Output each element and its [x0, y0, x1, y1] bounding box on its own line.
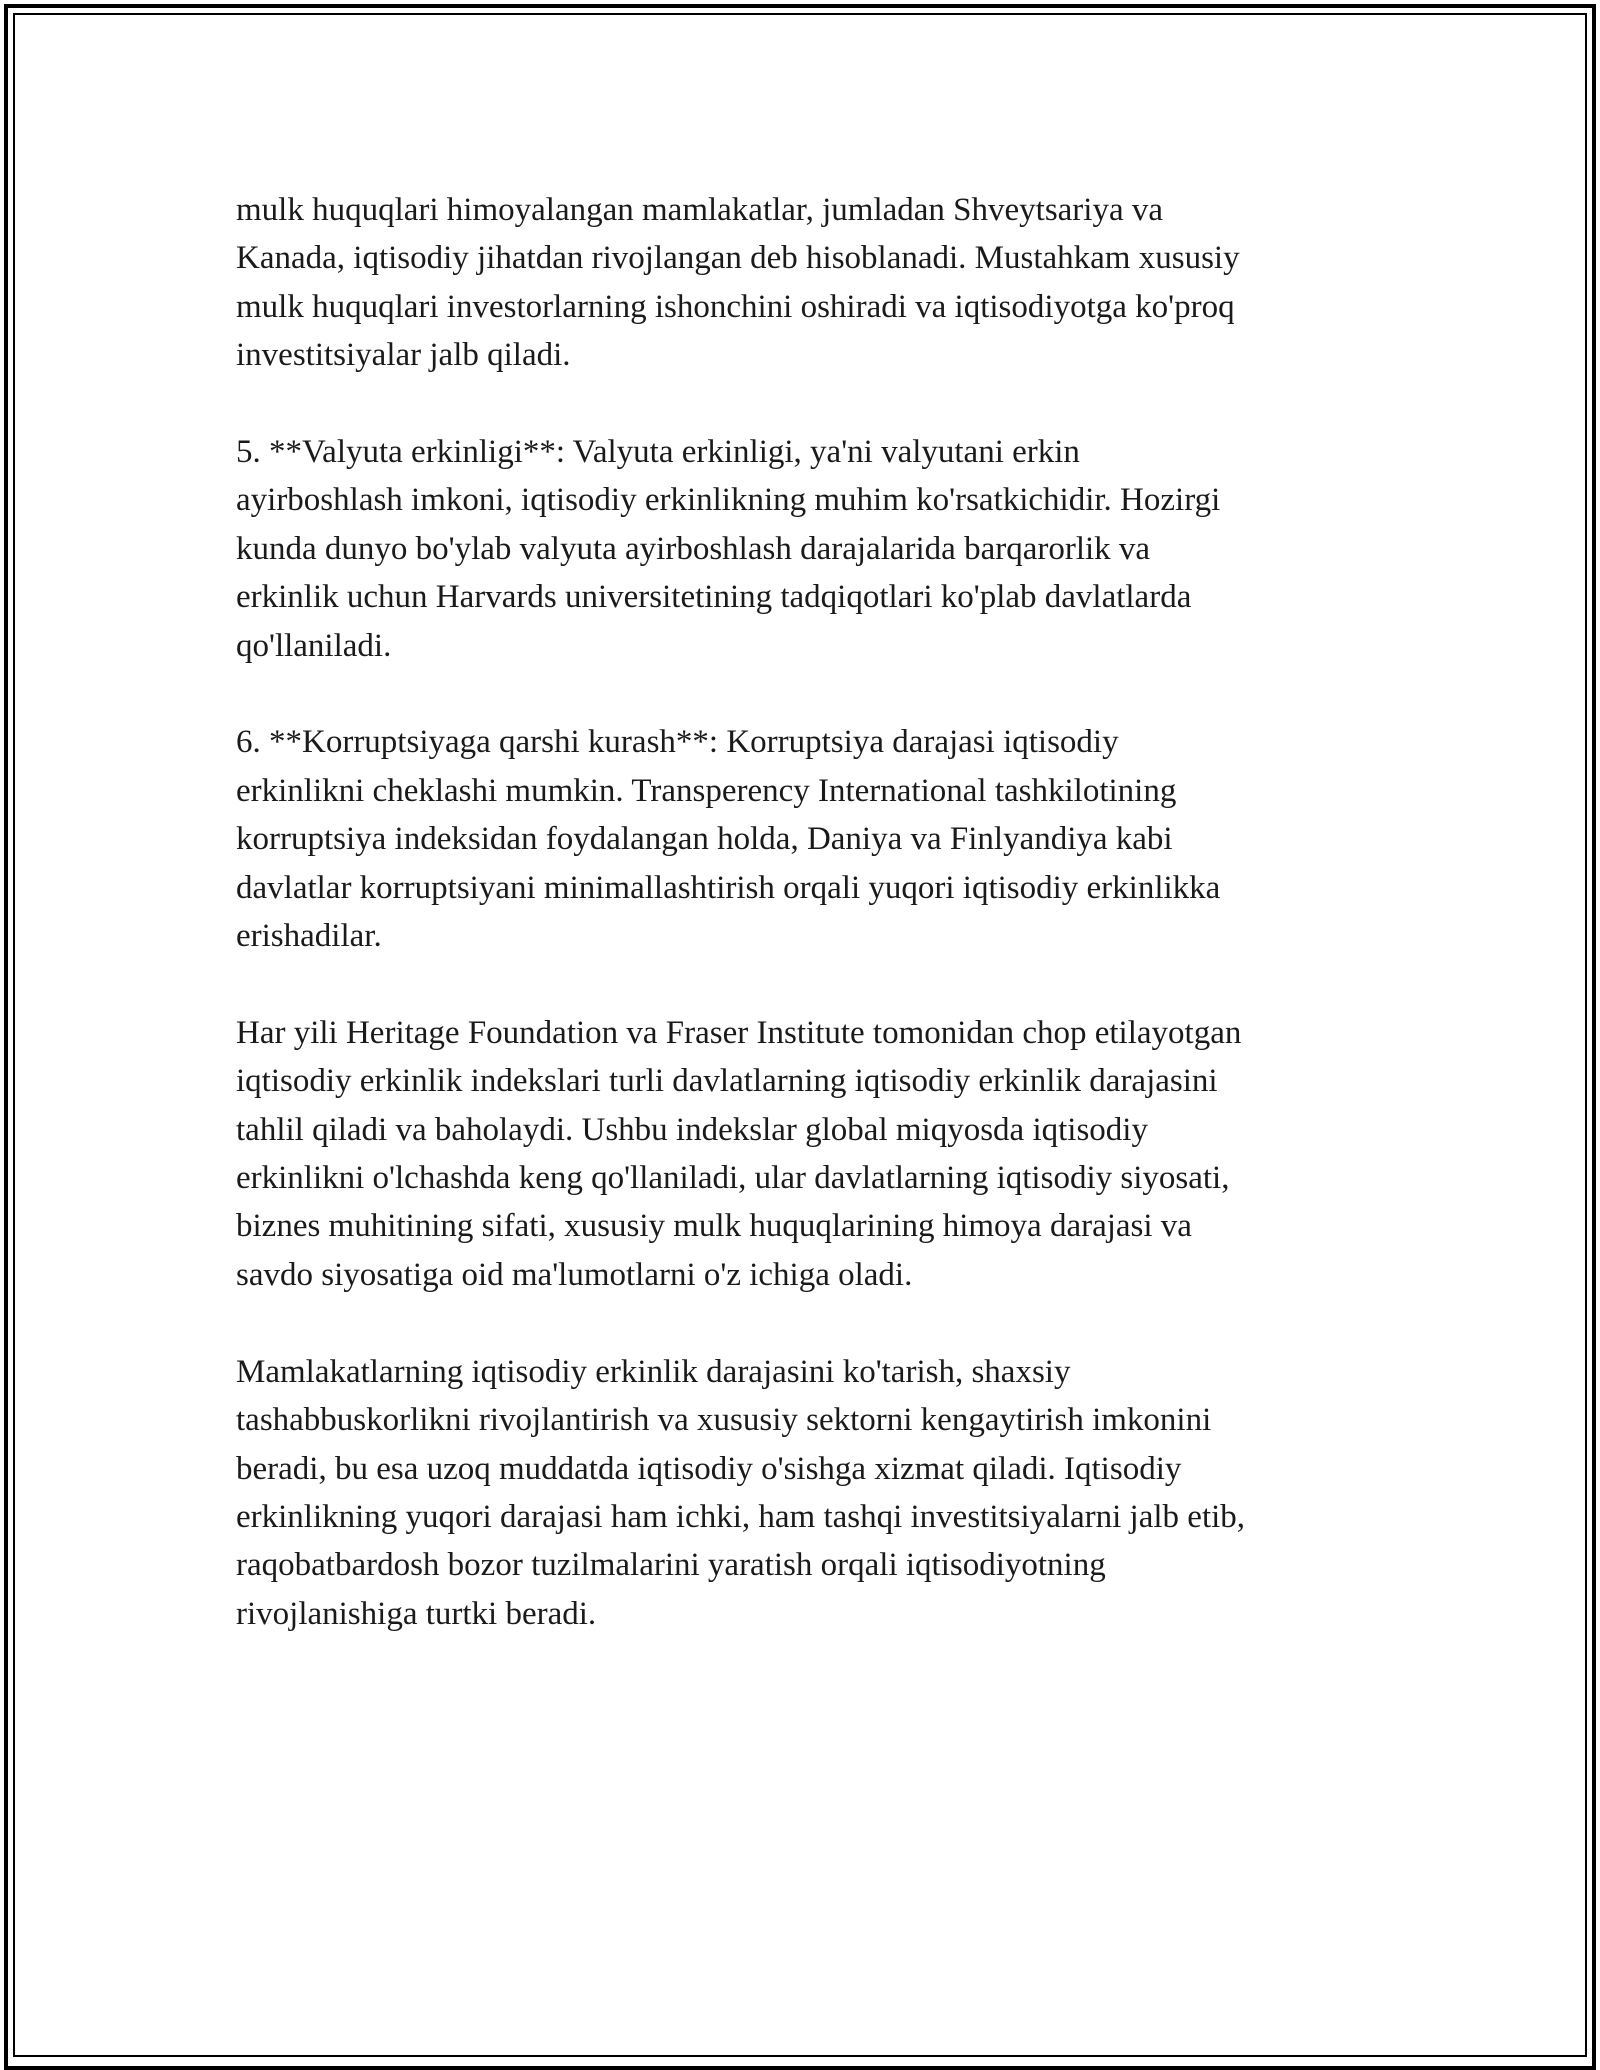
document-body [236, 186, 1366, 1687]
paragraph-currency-freedom: 5. **Valyuta erkinligi**: Valyuta erkinligi, ya'ni valyutani erkin ayirboshlash imkoni, iqtisodiy erkinlikning muhim ko'rsatkichidir. Hozirgi kunda dunyo bo'ylab valyuta ayirboshlash darajalarida barqarorlik va erkinlik uchun Harvards universitetining tadqiqotlari ko'plab davlatlarda qo'llaniladi. [236, 434, 1221, 664]
paragraph-conclusion: Mamlakatlarning iqtisodiy erkinlik darajasini ko'tarish, shaxsiy tashabbuskorlikni rivojlantirish va xususiy sektorni kengaytirish imkonini beradi, bu esa uzoq muddatda iqtisodiy o'sishga xizmat qiladi. Iqtisodiy erkinlikning yuqori darajasi ham ichki, ham tashqi investitsiyalarni jalb etib, raqobatbardosh bozor tuzilmalarini yaratish orqali iqtisodiyotning rivojlanishiga turtki beradi. [236, 1353, 1246, 1632]
paragraph-freedom-indexes: Har yili Heritage Foundation va Fraser Institute tomonidan chop etilayotgan iqtisodiy erkinlik indekslari turli davlatlarning iqtisodiy erkinlik darajasini tahlil qiladi va baholaydi. Ushbu indekslar global miqyosda iqtisodiy erkinlikni o'lchashda keng qo'llaniladi, ular davlatlarning iqtisodiy siyosati, biznes muhitining sifati, xususiy mulk huquqlarining himoya darajasi va savdo siyosatiga oid ma'lumotlarni o'z ichiga oladi. [236, 1014, 1242, 1293]
paragraph-anti-corruption: 6. **Korruptsiyaga qarshi kurash**: Korruptsiya darajasi iqtisodiy erkinlikni cheklashi mumkin. Transperency International tashkilotining korruptsiya indeksidan foydalangan holda, Daniya va Finlyandiya kabi davlatlar korruptsiyani minimallashtirish orqali yuqori iqtisodiy erkinlikka erishadilar. [236, 724, 1221, 955]
paragraph-property-rights-continuation: mulk huquqlari himoyalangan mamlakatlar, jumladan Shveytsariya va Kanada, iqtisodiy jihatdan rivojlangan deb hisoblanadi. Mustahkam xususiy mulk huquqlari investorlarning ishonchini oshiradi va iqtisodiyotga ko'proq investitsiyalar jalb qiladi. [236, 192, 1240, 374]
